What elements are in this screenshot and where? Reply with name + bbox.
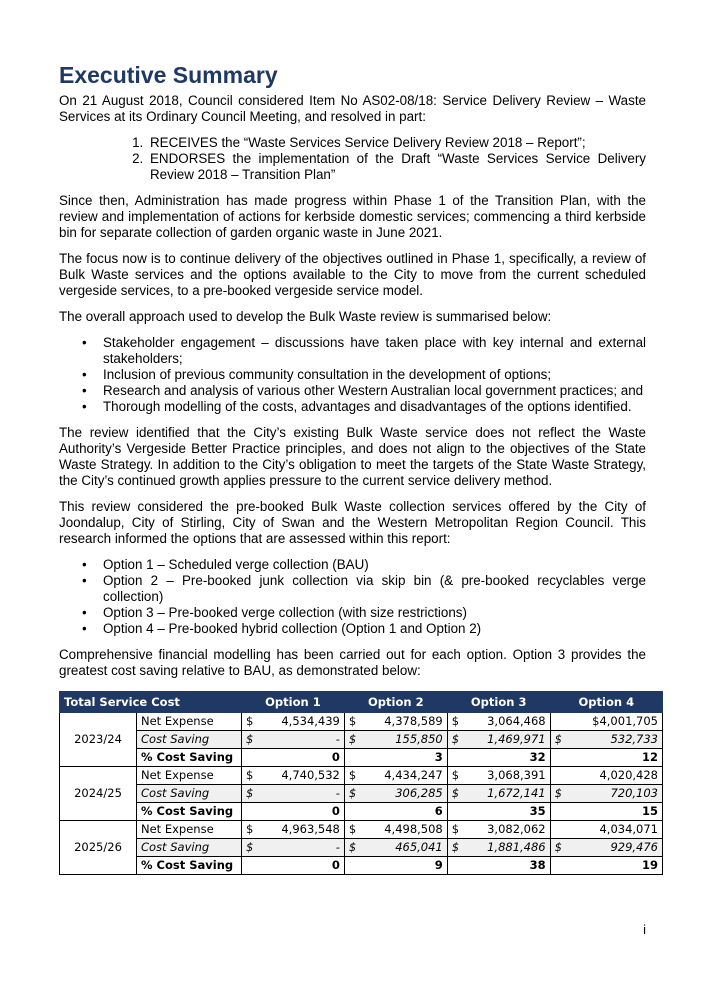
value-cell: 1,881,486 — [464, 839, 550, 857]
currency-symbol — [550, 821, 567, 839]
value-cell: 0 — [258, 749, 344, 767]
value-cell: 1,469,971 — [464, 731, 550, 749]
currency-symbol — [242, 803, 259, 821]
table-row — [60, 839, 663, 857]
approach-item: • Research and analysis of various other Western Australian local government practices; and — [103, 383, 646, 399]
value-cell: 532,733 — [567, 731, 663, 749]
focus-paragraph: The focus now is to continue delivery of the objectives outlined in Phase 1, specifically, a review of Bulk Waste services and the options available to the City to move from the current scheduled vergeside services, to a pre-booked vergeside service model. — [59, 251, 646, 298]
value-cell: 4,498,508 — [361, 821, 447, 839]
currency-symbol: $ — [550, 731, 567, 749]
currency-symbol: $ — [242, 713, 259, 731]
review-paragraph: The review identified that the City’s existing Bulk Waste service does not reflect the Waste Authority’s Vergeside Better Practice principles, and does not align to the objectives of the State Waste Strategy. In addition to the City’s obligation to meet the targets of the State Waste Strategy, the City’s continued growth applies pressure to the current service delivery method. — [59, 425, 646, 488]
option-item: • Option 4 – Pre-booked hybrid collection (Option 1 and Option 2) — [103, 621, 646, 637]
value-cell: 155,850 — [361, 731, 447, 749]
value-cell: 19 — [567, 857, 663, 875]
header-option-1: Option 1 — [242, 692, 345, 713]
value-cell: 15 — [567, 803, 663, 821]
currency-symbol: $ — [447, 713, 464, 731]
value-cell: 3,064,468 — [464, 713, 550, 731]
row-label: % Cost Saving — [137, 857, 242, 875]
currency-symbol: $ — [447, 821, 464, 839]
option-item: • Option 3 – Pre-booked verge collection (with size restrictions) — [103, 605, 646, 621]
table-row — [60, 803, 663, 821]
financial-paragraph: Comprehensive financial modelling has been carried out for each option. Option 3 provides the greatest cost saving relative to BAU, as demonstrated below: — [59, 647, 646, 678]
currency-symbol: $ — [344, 839, 361, 857]
intro-paragraph: On 21 August 2018, Council considered Item No AS02-08/18: Service Delivery Review – Waste Services at its Ordinary Council Meeting, and resolved in part: — [59, 93, 646, 124]
table-row — [60, 731, 663, 749]
value-cell: 35 — [464, 803, 550, 821]
year-cell: 2025/26 — [60, 821, 137, 875]
value-cell: 6 — [361, 803, 447, 821]
header-option-2: Option 2 — [344, 692, 447, 713]
table-row — [60, 767, 663, 785]
value-cell: 4,534,439 — [258, 713, 344, 731]
currency-symbol: $ — [344, 731, 361, 749]
option-item: • Option 1 – Scheduled verge collection (BAU) — [103, 557, 646, 573]
value-cell: 720,103 — [567, 785, 663, 803]
currency-symbol — [344, 857, 361, 875]
header-option-3: Option 3 — [447, 692, 550, 713]
header-total-service-cost: Total Service Cost — [60, 692, 242, 713]
approach-item: • Stakeholder engagement – discussions have taken place with key internal and external stakeholders; — [103, 335, 646, 367]
row-label: % Cost Saving — [137, 803, 242, 821]
value-cell: 3 — [361, 749, 447, 767]
currency-symbol: $ — [344, 713, 361, 731]
currency-symbol: $ — [344, 821, 361, 839]
value-cell: 3,082,062 — [464, 821, 550, 839]
currency-symbol — [550, 857, 567, 875]
value-cell: 306,285 — [361, 785, 447, 803]
header-option-4: Option 4 — [550, 692, 662, 713]
currency-symbol: $ — [447, 767, 464, 785]
value-cell: 4,020,428 — [567, 767, 663, 785]
approach-item: • Thorough modelling of the costs, advantages and disadvantages of the options identified. — [103, 399, 646, 415]
value-cell: $4,001,705 — [567, 713, 663, 731]
row-label: % Cost Saving — [137, 749, 242, 767]
currency-symbol: $ — [447, 731, 464, 749]
currency-symbol — [550, 749, 567, 767]
row-label: Cost Saving — [137, 785, 242, 803]
since-paragraph: Since then, Administration has made progress within Phase 1 of the Transition Plan, with the review and implementation of actions for kerbside domestic services; commencing a third kerbside bin for separate collection of garden organic waste in June 2021. — [59, 193, 646, 240]
document-page — [59, 62, 658, 875]
value-cell: 1,672,141 — [464, 785, 550, 803]
currency-symbol: $ — [447, 785, 464, 803]
value-cell: 4,963,548 — [258, 821, 344, 839]
value-cell: 3,068,391 — [464, 767, 550, 785]
approach-item: • Inclusion of previous community consultation in the development of options; — [103, 367, 646, 383]
currency-symbol — [344, 803, 361, 821]
year-cell: 2023/24 — [60, 713, 137, 767]
table-row — [60, 857, 663, 875]
options-list — [59, 557, 646, 637]
currency-symbol: $ — [242, 839, 259, 857]
value-cell: 12 — [567, 749, 663, 767]
row-label: Net Expense — [137, 713, 242, 731]
value-cell: - — [258, 731, 344, 749]
row-label: Net Expense — [137, 821, 242, 839]
approach-list — [59, 335, 646, 415]
currency-symbol — [550, 713, 567, 731]
currency-symbol: $ — [242, 821, 259, 839]
currency-symbol — [550, 803, 567, 821]
currency-symbol — [447, 749, 464, 767]
value-cell: 4,740,532 — [258, 767, 344, 785]
currency-symbol — [447, 857, 464, 875]
currency-symbol — [242, 857, 259, 875]
resolution-list — [59, 135, 646, 183]
row-label: Cost Saving — [137, 731, 242, 749]
cost-table — [59, 691, 663, 875]
table-row — [60, 749, 663, 767]
currency-symbol: $ — [344, 767, 361, 785]
value-cell: 0 — [258, 857, 344, 875]
value-cell: - — [258, 839, 344, 857]
currency-symbol: $ — [242, 767, 259, 785]
year-cell: 2024/25 — [60, 767, 137, 821]
currency-symbol — [447, 803, 464, 821]
value-cell: 4,034,071 — [567, 821, 663, 839]
currency-symbol: $ — [447, 839, 464, 857]
table-row — [60, 821, 663, 839]
currency-symbol — [550, 767, 567, 785]
table-row — [60, 713, 663, 731]
page-title: Executive Summary — [59, 62, 278, 88]
value-cell: 4,434,247 — [361, 767, 447, 785]
value-cell: 9 — [361, 857, 447, 875]
currency-symbol: $ — [550, 839, 567, 857]
currency-symbol: $ — [344, 785, 361, 803]
table-row — [60, 785, 663, 803]
approach-paragraph: The overall approach used to develop the Bulk Waste review is summarised below: — [59, 309, 552, 324]
currency-symbol: $ — [242, 785, 259, 803]
value-cell: 0 — [258, 803, 344, 821]
page-number: i — [643, 922, 646, 937]
value-cell: 38 — [464, 857, 550, 875]
value-cell: 929,476 — [567, 839, 663, 857]
value-cell: - — [258, 785, 344, 803]
currency-symbol: $ — [242, 731, 259, 749]
currency-symbol: $ — [550, 785, 567, 803]
option-item: • Option 2 – Pre-booked junk collection via skip bin (& pre-booked recyclables verge collection) — [103, 573, 646, 605]
resolution-item: 1. RECEIVES the “Waste Services Service Delivery Review 2018 – Report”; — [147, 135, 646, 151]
table-header-row — [60, 692, 663, 713]
value-cell: 32 — [464, 749, 550, 767]
currency-symbol — [242, 749, 259, 767]
table-body — [60, 713, 663, 875]
row-label: Cost Saving — [137, 839, 242, 857]
considered-paragraph: This review considered the pre-booked Bulk Waste collection services offered by the City of Joondalup, City of Stirling, City of Swan and the Western Metropolitan Region Council. This research informed the options that are assessed within this report: — [59, 499, 646, 546]
row-label: Net Expense — [137, 767, 242, 785]
value-cell: 465,041 — [361, 839, 447, 857]
currency-symbol — [344, 749, 361, 767]
resolution-item: 2. ENDORSES the implementation of the Draft “Waste Services Service Delivery Review 2018 – Transition Plan” — [147, 151, 646, 183]
value-cell: 4,378,589 — [361, 713, 447, 731]
